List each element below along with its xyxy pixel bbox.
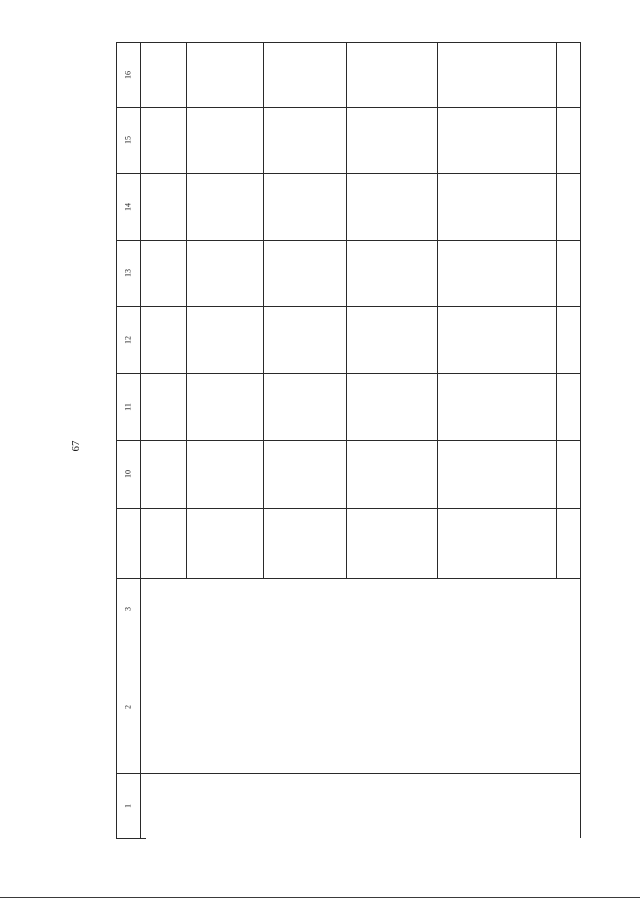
- row-separator: [556, 42, 557, 578]
- header-cell-12: [116, 306, 140, 373]
- row-separator: [186, 42, 187, 578]
- header-cell-10: [116, 440, 140, 508]
- header-label: 2: [123, 704, 133, 709]
- bottom-rule: [0, 897, 640, 898]
- header-label: 12: [123, 335, 133, 344]
- row-separator: [437, 42, 438, 578]
- header-cell-14: [116, 173, 140, 240]
- table-border: [116, 838, 146, 839]
- header-cell-16: [116, 42, 140, 107]
- row-separator: [263, 42, 264, 578]
- header-label: 3: [123, 607, 133, 611]
- header-label: 10: [123, 470, 133, 478]
- header-cell-2: [116, 640, 140, 773]
- header-cell-15: [116, 107, 140, 173]
- header-label: 11: [123, 402, 133, 411]
- page-number: 67: [70, 440, 82, 452]
- header-label: 14: [123, 202, 133, 211]
- header-cell-11: [116, 373, 140, 440]
- column-separator: [116, 773, 580, 774]
- table-border: [580, 42, 581, 838]
- column-separator: [116, 578, 580, 579]
- header-cell-1: [116, 773, 140, 838]
- header-label: 1: [123, 803, 133, 808]
- row-separator: [346, 42, 347, 578]
- header-cell-13: [116, 240, 140, 306]
- header-label: 16: [123, 70, 133, 79]
- header-label: 13: [123, 269, 133, 277]
- header-label: 15: [123, 136, 133, 144]
- header-cell-3: [116, 578, 140, 640]
